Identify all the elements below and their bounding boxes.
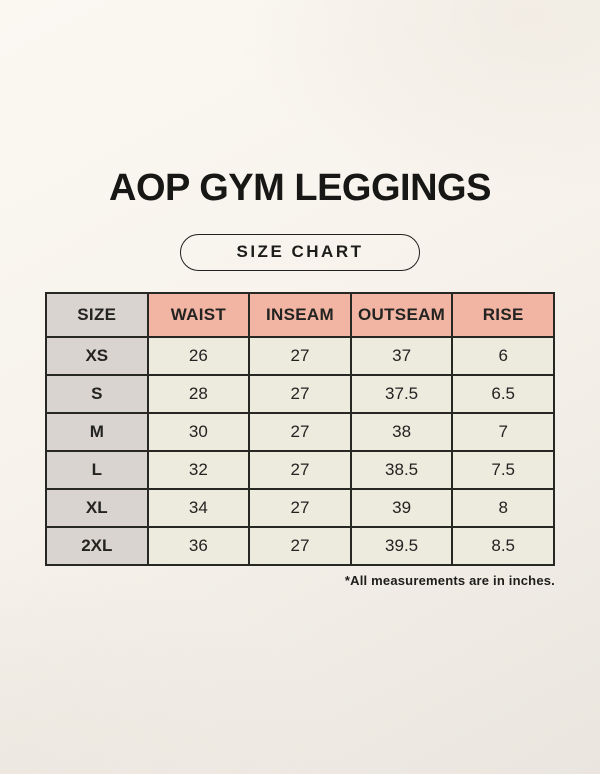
column-header-waist: WAIST xyxy=(148,293,250,337)
inseam-value: 27 xyxy=(249,451,351,489)
inseam-value: 27 xyxy=(249,527,351,565)
inseam-value: 27 xyxy=(249,337,351,375)
outseam-value: 38 xyxy=(351,413,453,451)
inseam-value: 27 xyxy=(249,413,351,451)
measurements-footnote: *All measurements are in inches. xyxy=(344,572,555,588)
table-row-xs xyxy=(46,337,554,375)
waist-value: 28 xyxy=(148,375,250,413)
column-header-inseam: INSEAM xyxy=(249,293,351,337)
rise-value: 6 xyxy=(452,337,554,375)
waist-value: 32 xyxy=(148,451,250,489)
page-title: AOP GYM LEGGINGS xyxy=(109,167,491,209)
waist-value: 26 xyxy=(148,337,250,375)
size-label: S xyxy=(46,375,148,413)
rise-value: 8 xyxy=(452,489,554,527)
size-label: L xyxy=(46,451,148,489)
table-row-2xl xyxy=(46,527,554,565)
waist-value: 36 xyxy=(148,527,250,565)
waist-value: 34 xyxy=(148,489,250,527)
outseam-value: 39 xyxy=(351,489,453,527)
column-header-outseam: OUTSEAM xyxy=(351,293,453,337)
outseam-value: 37.5 xyxy=(351,375,453,413)
table-row-m xyxy=(46,413,554,451)
size-label: M xyxy=(46,413,148,451)
size-chart-badge xyxy=(180,234,420,271)
rise-value: 6.5 xyxy=(452,375,554,413)
size-label: XL xyxy=(46,489,148,527)
size-table-header-row xyxy=(46,293,554,337)
table-row-s xyxy=(46,375,554,413)
waist-value: 30 xyxy=(148,413,250,451)
inseam-value: 27 xyxy=(249,489,351,527)
outseam-value: 39.5 xyxy=(351,527,453,565)
outseam-value: 38.5 xyxy=(351,451,453,489)
size-table xyxy=(45,292,555,566)
size-chart-badge-label: SIZE CHART xyxy=(236,242,364,262)
outseam-value: 37 xyxy=(351,337,453,375)
rise-value: 7.5 xyxy=(452,451,554,489)
rise-value: 7 xyxy=(452,413,554,451)
inseam-value: 27 xyxy=(249,375,351,413)
table-row-l xyxy=(46,451,554,489)
size-label: 2XL xyxy=(46,527,148,565)
column-header-size: SIZE xyxy=(46,293,148,337)
rise-value: 8.5 xyxy=(452,527,554,565)
column-header-rise: RISE xyxy=(452,293,554,337)
size-label: XS xyxy=(46,337,148,375)
table-row-xl xyxy=(46,489,554,527)
